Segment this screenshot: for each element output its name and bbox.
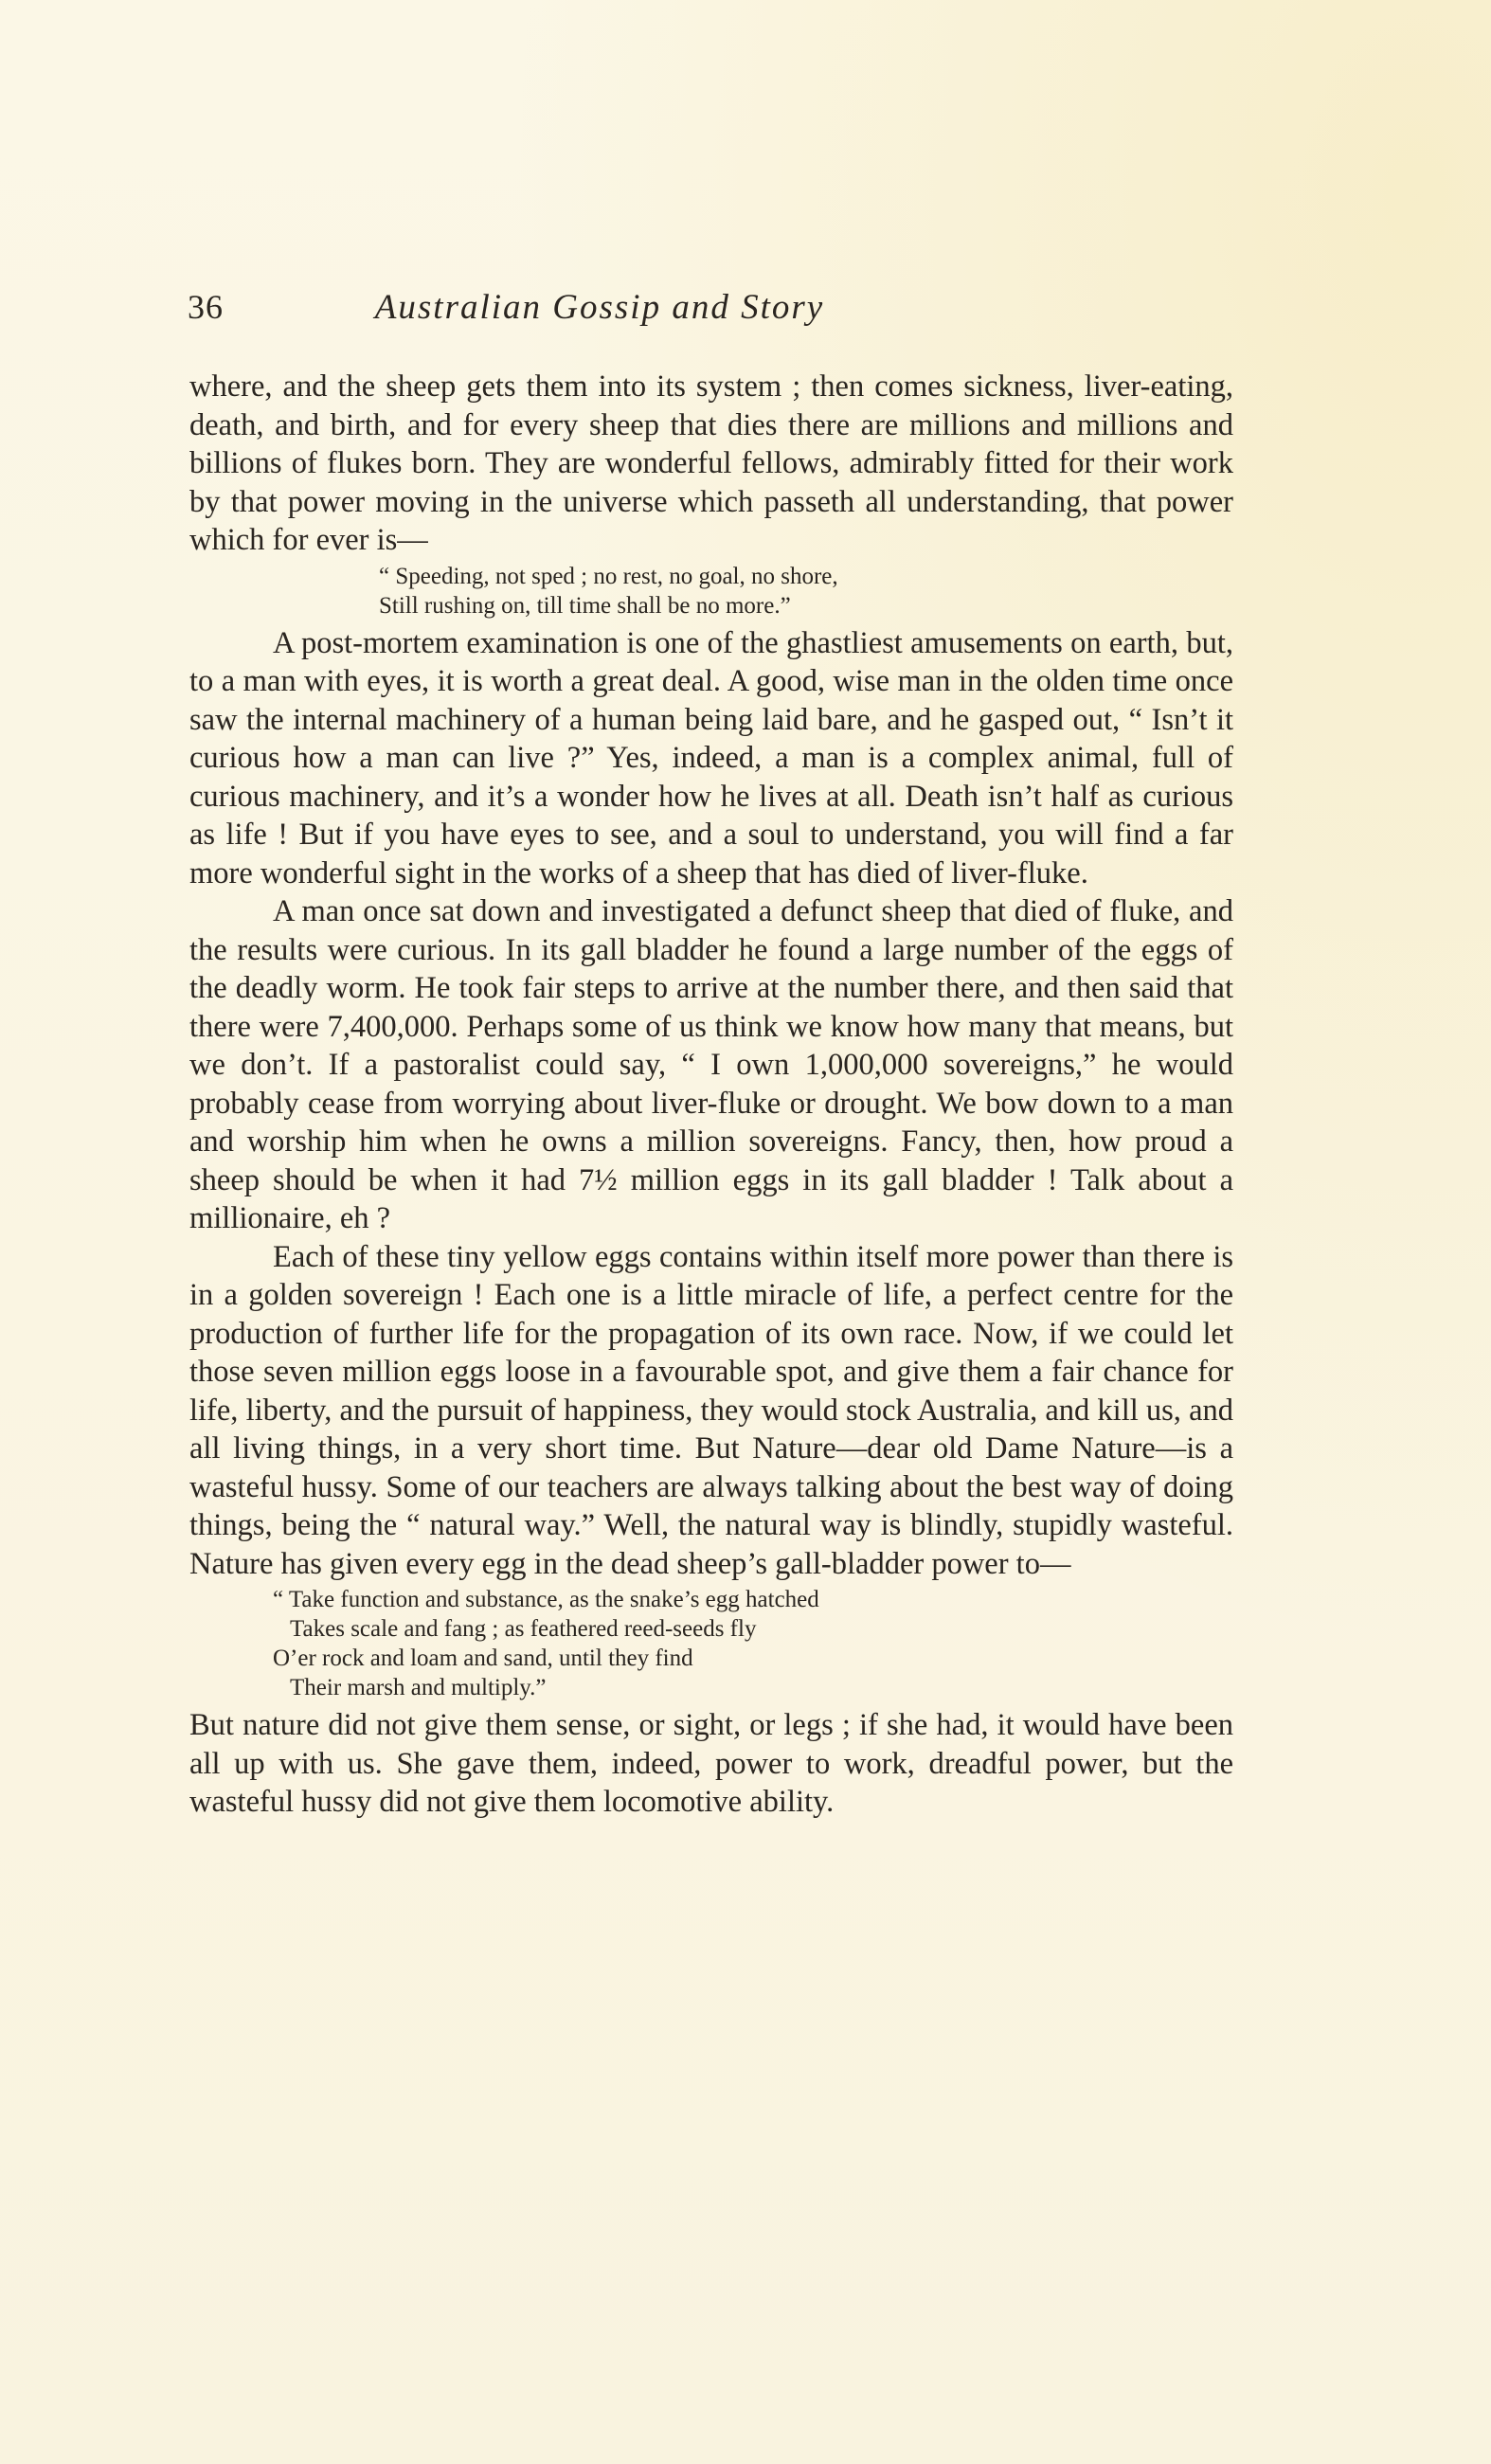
paragraph-3: A man once sat down and investigated a defunct sheep that died of fluke, and the results were curious. In its gall bladder he found a large number of the eggs of the deadly worm. He took fair steps to arrive at the number there, and then said that there were 7,400,000. Perhaps some of us think we know how many that means, but we don’t. If a pastoralist could say, “ I own 1,000,000 sovereigns,” he would probably cease from worrying about liver-fluke or drought. We bow down to a man and worship him when he owns a million sovereigns. Fancy, then, how proud a sheep should be when it had 7½ million eggs in its gall bladder ! Talk about a millionaire, eh ?	[189, 894, 1233, 1235]
paragraph-1: where, and the sheep gets them into its system ; then comes sickness, liver-eating, death, and birth, and for every sheep that dies there are millions and millions and billions of flukes born. They are wonderful fellows, admirably fitted for their work by that power moving in the universe which passeth all understanding, that power which for ever is—	[189, 369, 1233, 557]
verse-line: “ Take function and substance, as the snake’s egg hatched	[273, 1587, 819, 1612]
body-text	[189, 368, 1233, 1822]
verse-quote-2	[189, 1585, 1233, 1702]
page-number: 36	[188, 288, 224, 326]
verse-line: “ Speeding, not sped ; no rest, no goal, no shore,	[379, 563, 838, 589]
page-header	[188, 287, 974, 334]
verse-quote-1	[189, 562, 1233, 620]
verse-line: O’er rock and loam and sand, until they find	[273, 1646, 693, 1671]
verse-line: Takes scale and fang ; as feathered reed-seeds fly	[290, 1616, 757, 1642]
paragraph-2: A post-mortem examination is one of the ghastliest amusements on earth, but, to a man with eyes, it is worth a great deal. A good, wise man in the olden time once saw the internal machinery of a human being laid bare, and he gasped out, “ Isn’t it curious how a man can live ?” Yes, indeed, a man is a complex animal, full of curious machinery, and it’s a wonder how he lives at all. Death isn’t half as curious as life ! But if you have eyes to see, and a soul to understand, you will find a far more wonderful sight in the works of a sheep that has died of liver-fluke.	[189, 625, 1233, 890]
paragraph-5: But nature did not give them sense, or sight, or legs ; if she had, it would have been all up with us. She gave them, indeed, power to work, dreadful power, but the wasteful hussy did not give them locomotive ability.	[189, 1708, 1233, 1819]
verse-line: Still rushing on, till time shall be no more.”	[379, 592, 791, 619]
paragraph-4: Each of these tiny yellow eggs contains within itself more power than there is in a golden sovereign ! Each one is a little miracle of life, a perfect centre for the production of further life for the propagation of its own race. Now, if we could let those seven million eggs loose in a favourable spot, and give them a fair chance for life, liberty, and the pursuit of happiness, they would stock Australia, and kill us, and all living things, in a very short time. But Nature—dear old Dame Nature—is a wasteful hussy. Some of our teachers are always talking about the best way of doing things, being the “ natural way.” Well, the natural way is blindly, stupidly wasteful. Nature has given every egg in the dead sheep’s gall-bladder power to—	[189, 1239, 1233, 1581]
running-title: Australian Gossip and Story	[374, 288, 825, 327]
verse-line: Their marsh and multiply.”	[290, 1675, 547, 1700]
